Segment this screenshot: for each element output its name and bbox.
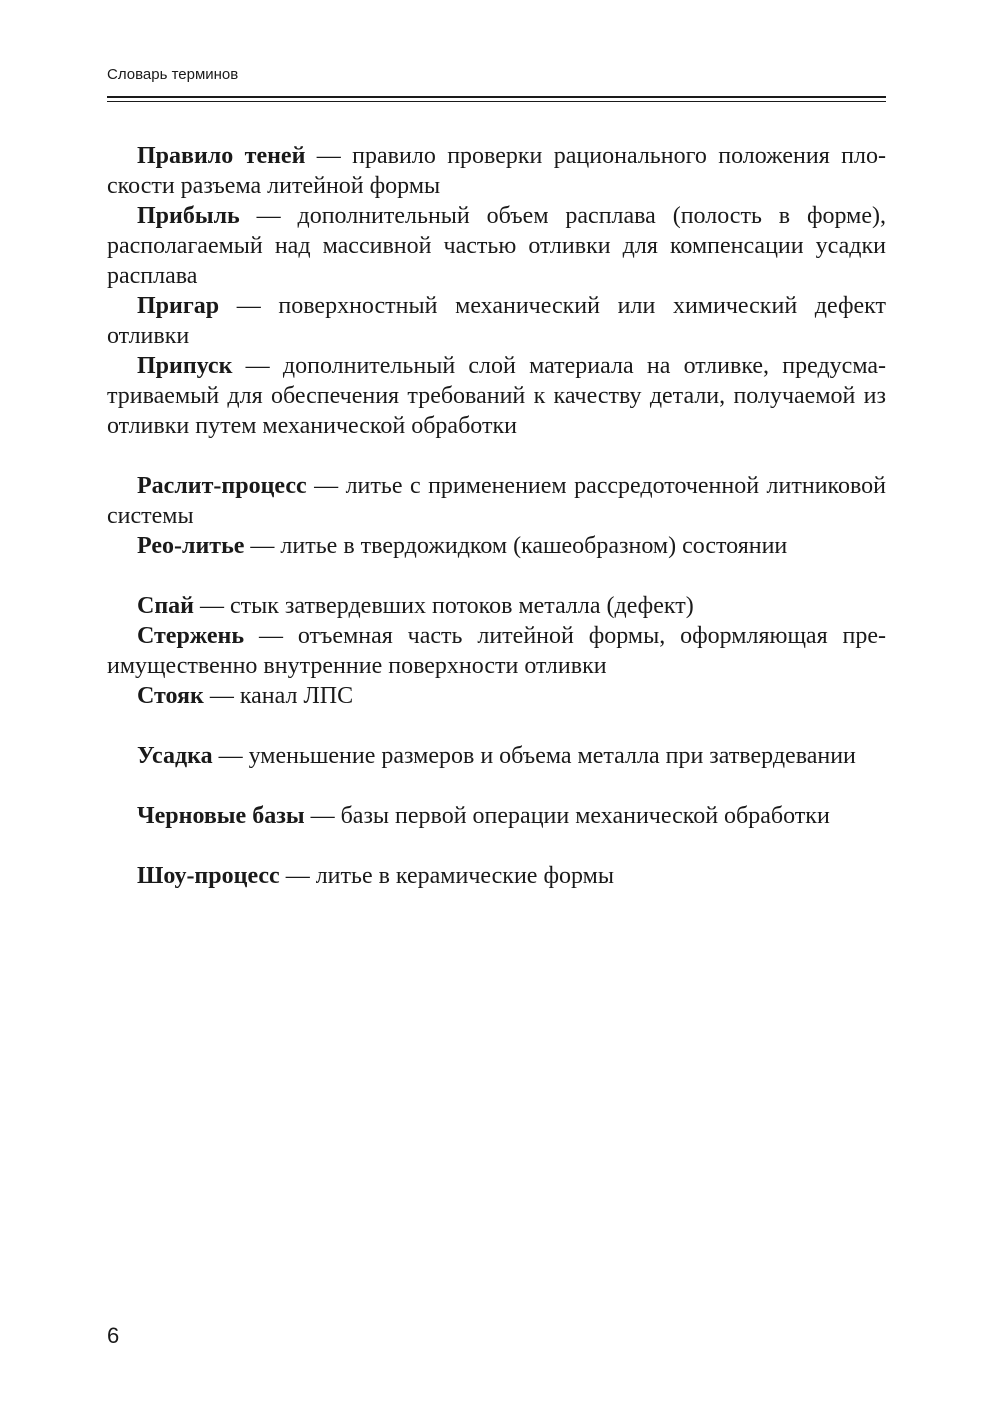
entry-definition: — литье в твердожидком (кашеобразном) состоянии (244, 533, 788, 559)
glossary-entry (107, 531, 886, 561)
entry-term: Черновые базы (137, 803, 305, 829)
entry-definition: — правило проверки рационального положения плоскости разъема литейной формы (107, 143, 886, 199)
entry-term: Стержень (137, 623, 245, 649)
glossary-entry (107, 621, 886, 681)
entry-definition: — литье с применением рассредоточенной литниковой системы (107, 473, 886, 529)
glossary-entry (107, 291, 886, 351)
letter-group-gap (107, 711, 886, 741)
header-rule-thin (107, 101, 886, 102)
entry-definition: — литье в керамические формы (279, 863, 614, 889)
entry-term: Правило теней (137, 143, 306, 169)
glossary-entry (107, 801, 886, 831)
entry-definition: — поверхностный механический или химический дефект отливки (107, 293, 886, 349)
entry-definition: — стык затвердевших потоков металла (дефект) (194, 593, 694, 619)
entry-term: Шоу-процесс (137, 863, 280, 889)
glossary-body (107, 141, 886, 891)
entry-definition: — базы первой операции механической обработки (304, 803, 830, 829)
letter-group-gap (107, 771, 886, 801)
entry-term: Усадка (137, 743, 213, 769)
entry-term: Припуск (137, 353, 233, 379)
letter-group-gap (107, 441, 886, 471)
entry-term: Пригар (137, 293, 220, 319)
glossary-entry (107, 861, 886, 891)
entry-term: Рео-литье (137, 533, 245, 559)
page-number: 6 (107, 1323, 120, 1348)
running-head: Словарь терминов (107, 66, 239, 83)
entry-definition: — отъемная часть литейной формы, оформляющая преимущественно внутренние поверхности отливки (107, 623, 886, 679)
entry-term: Раслит-процесс (137, 473, 307, 499)
letter-group-gap (107, 831, 886, 861)
glossary-entry (107, 681, 886, 711)
glossary-entry (107, 141, 886, 201)
entry-definition: — канал ЛПС (203, 683, 354, 709)
entry-term: Спай (137, 593, 194, 619)
letter-group-gap (107, 561, 886, 591)
glossary-entry (107, 741, 886, 771)
glossary-entry (107, 471, 886, 531)
glossary-entry (107, 201, 886, 291)
entry-definition: — дополнительный слой материала на отливке, предусматриваемый для обеспечения требований к качеству детали, получаемой из отливки путем механической обработки (107, 353, 886, 439)
entry-definition: — уменьшение размеров и объема металла при затвердевании (212, 743, 856, 769)
header-rule-thick (107, 96, 886, 98)
glossary-entry (107, 591, 886, 621)
glossary-entry (107, 351, 886, 441)
entry-definition: — дополнительный объем расплава (полость в форме), располагаемый над массивной частью отливки для компенсации усадки расплава (107, 203, 886, 289)
entry-term: Стояк (137, 683, 204, 709)
entry-term: Прибыль (137, 203, 240, 229)
